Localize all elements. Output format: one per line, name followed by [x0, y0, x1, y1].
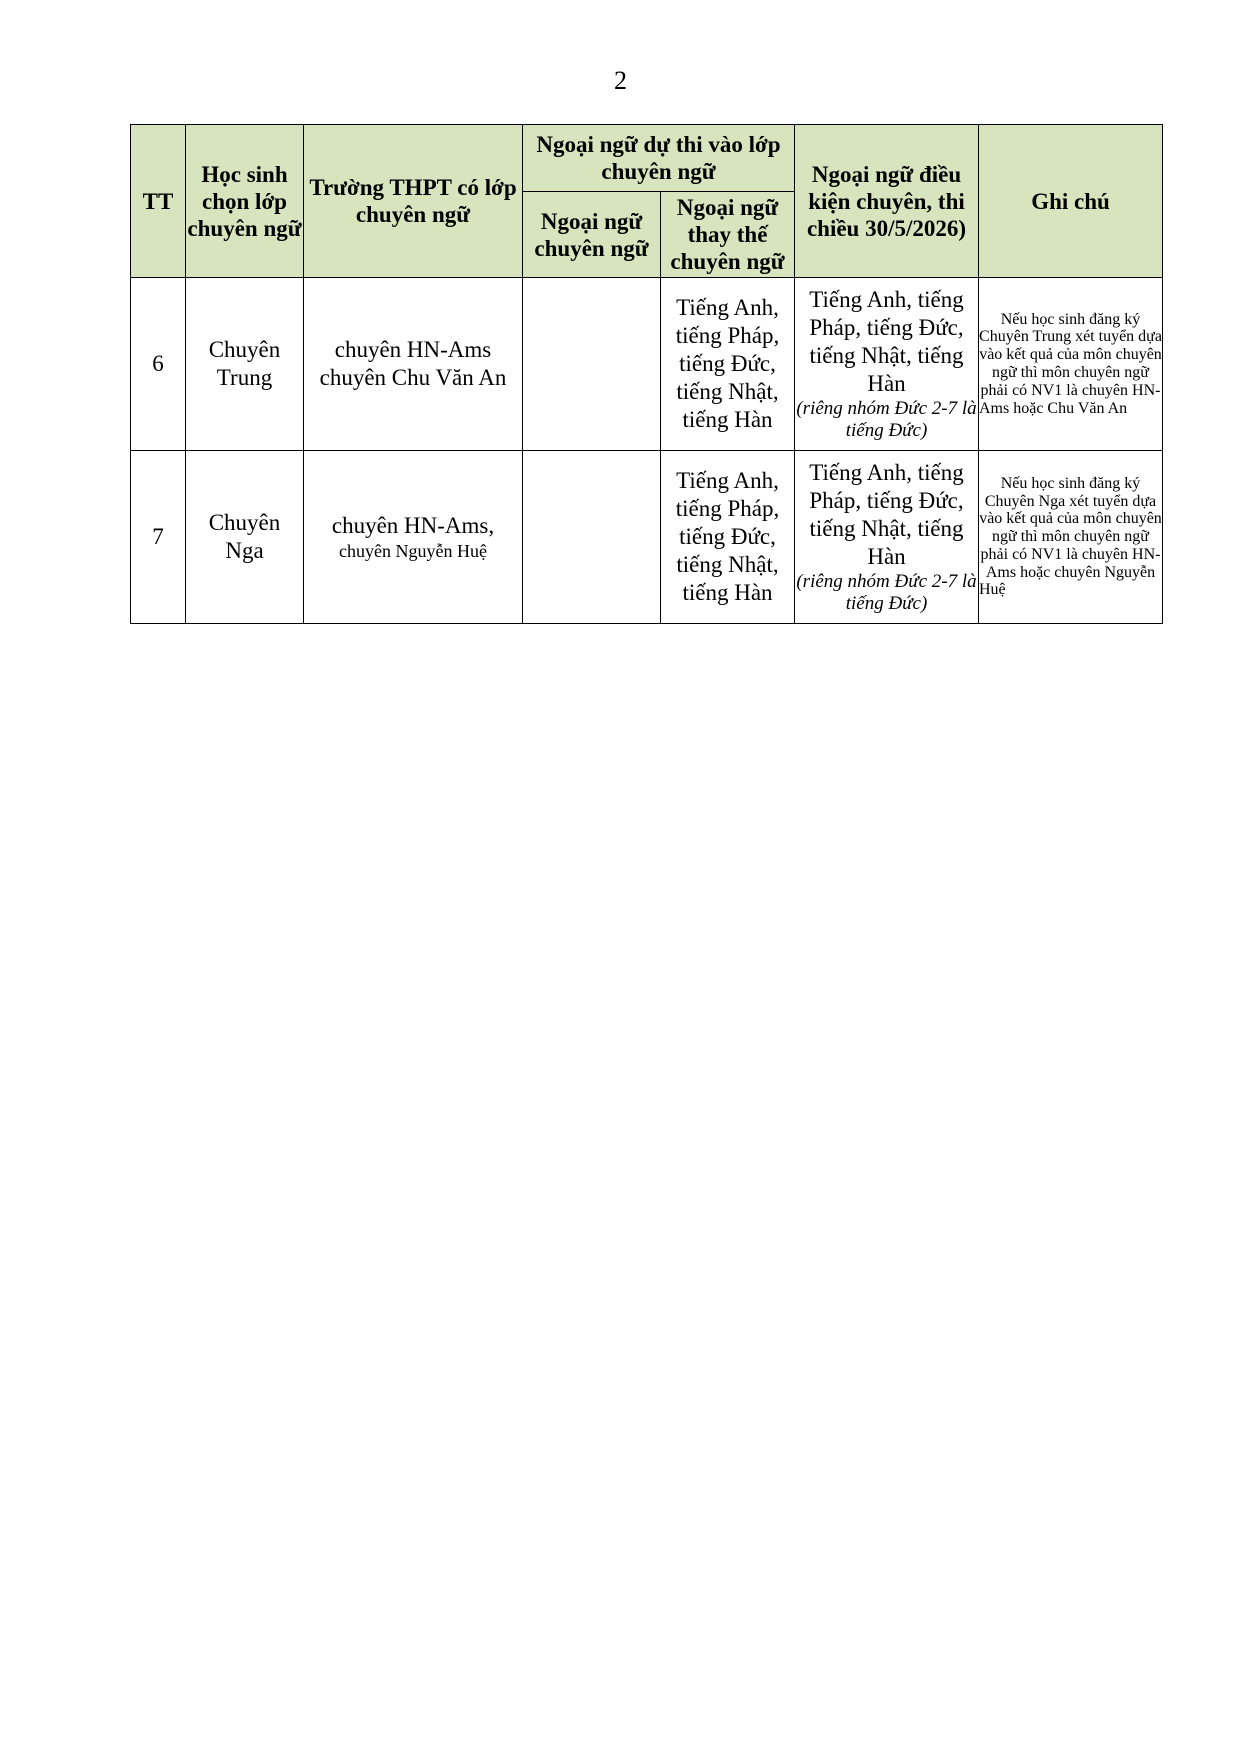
choice-line: Chuyên	[208, 510, 281, 535]
header-note: Ghi chú	[979, 125, 1163, 278]
choice-line: Chuyên	[208, 337, 281, 362]
header-exam-language-group: Ngoại ngữ dự thi vào lớp chuyên ngữ	[523, 125, 795, 192]
row-substitute: Tiếng Anh, tiếng Pháp, tiếng Đức, tiếng Nhật, tiếng Hàn	[661, 278, 795, 451]
row-specialized	[523, 278, 661, 451]
condition-note: (riêng nhóm Đức 2-7 là tiếng Đức)	[796, 571, 977, 614]
row-tt: 7	[131, 451, 186, 624]
school-line: chuyên HN-Ams,	[331, 513, 495, 538]
header-specialized-language: Ngoại ngữ chuyên ngữ	[523, 192, 661, 278]
language-table	[130, 124, 1163, 624]
row-condition	[795, 451, 979, 624]
choice-line: Nga	[225, 538, 264, 563]
row-substitute: Tiếng Anh, tiếng Pháp, tiếng Đức, tiếng Nhật, tiếng Hàn	[661, 451, 795, 624]
table-row	[131, 451, 1163, 624]
condition-main: Tiếng Anh, tiếng Pháp, tiếng Đức, tiếng Nhật, tiếng Hàn	[809, 287, 964, 396]
condition-main: Tiếng Anh, tiếng Pháp, tiếng Đức, tiếng Nhật, tiếng Hàn	[809, 460, 964, 569]
header-substitute-language: Ngoại ngữ thay thế chuyên ngữ	[661, 192, 795, 278]
condition-note: (riêng nhóm Đức 2-7 là tiếng Đức)	[796, 398, 977, 441]
row-choice	[186, 278, 304, 451]
header-school: Trường THPT có lớp chuyên ngữ	[304, 125, 523, 278]
header-student-choice: Học sinh chọn lớp chuyên ngữ	[186, 125, 304, 278]
row-tt: 6	[131, 278, 186, 451]
row-school	[304, 278, 523, 451]
header-tt: TT	[131, 125, 186, 278]
choice-line: Trung	[216, 365, 273, 390]
row-specialized	[523, 451, 661, 624]
row-note: Nếu học sinh đăng ký Chuyên Nga xét tuyển dựa vào kết quả của môn chuyên ngữ thì môn chuyên ngữ phải có NV1 là chuyên HN-Ams hoặc chuyên Nguyễn Huệ	[979, 451, 1163, 624]
school-line: chuyên HN-Ams	[334, 337, 492, 362]
school-line: chuyên Nguyễn Huệ	[339, 541, 487, 561]
row-condition	[795, 278, 979, 451]
header-condition-language: Ngoại ngữ điều kiện chuyên, thi chiều 30/5/2026)	[795, 125, 979, 278]
row-note: Nếu học sinh đăng ký Chuyên Trung xét tuyển dựa vào kết quả của môn chuyên ngữ thì môn chuyên ngữ phải có NV1 là chuyên HN-Ams hoặc Chu Văn An	[979, 278, 1163, 451]
row-choice	[186, 451, 304, 624]
page-number: 2	[614, 66, 627, 95]
table-row	[131, 278, 1163, 451]
school-line: chuyên Chu Văn An	[319, 365, 507, 390]
row-school	[304, 451, 523, 624]
